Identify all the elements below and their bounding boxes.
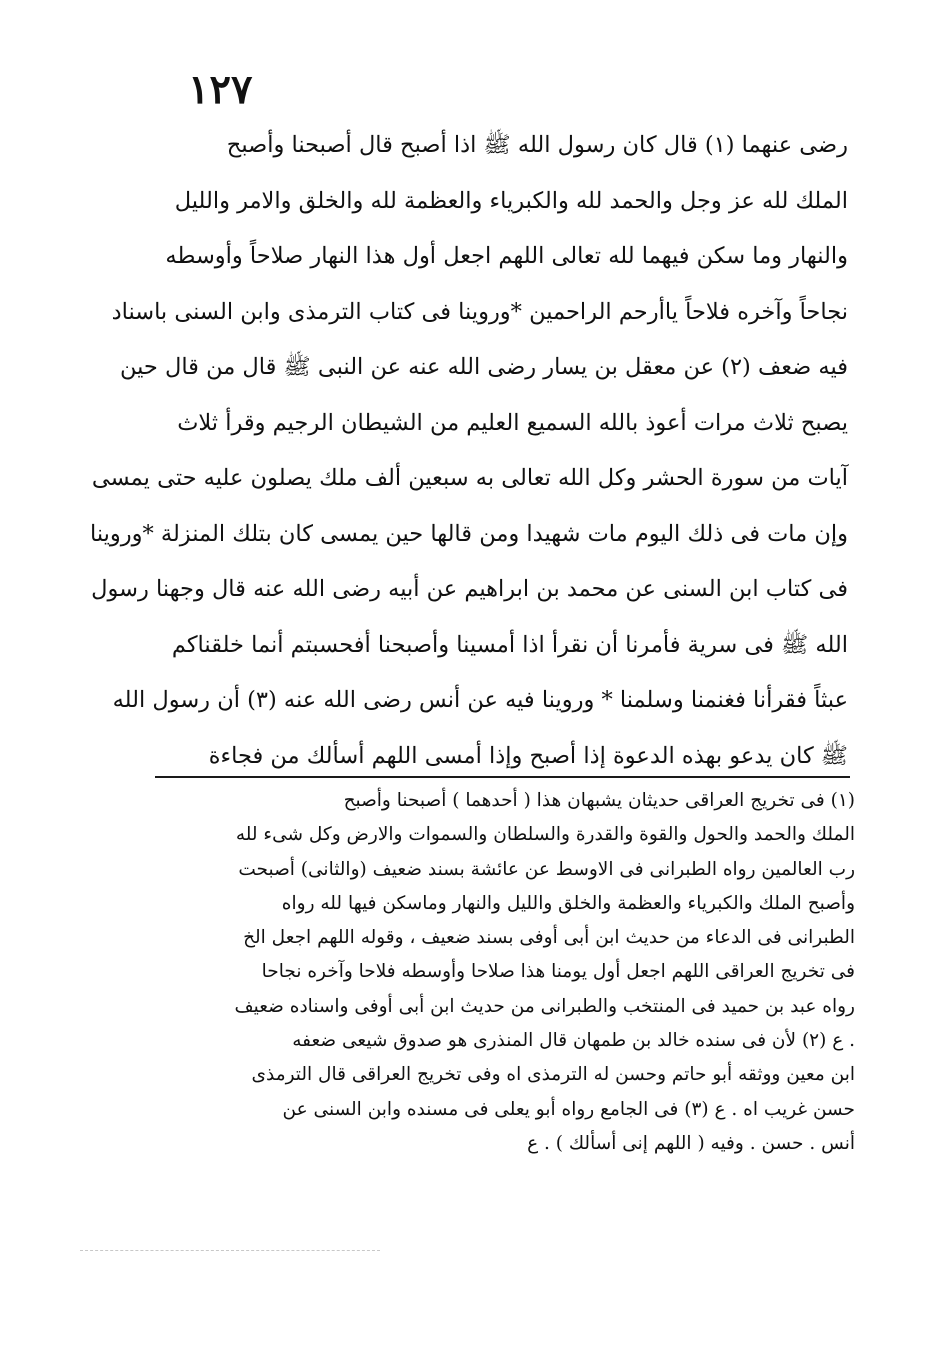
footnote-line: الطبرانى فى الدعاء من حديث ابن أبى أوفى بسند ضعيف ، وقوله اللهم اجعل الخ	[243, 927, 855, 949]
page-number: ١٢٧	[188, 66, 253, 113]
main-text-line: فيه ضعف (٢) عن معقل بن يسار رضى الله عنه عن النبى ﷺ قال من قال حين	[120, 354, 848, 380]
scan-artifact	[80, 1250, 380, 1251]
main-text-line: رضى عنهما (١) قال كان رسول الله ﷺ اذا أصبح قال أصبحنا وأصبح	[226, 132, 848, 158]
footnote-line: (١) فى تخريج العراقى حديثان يشبهان هذا ( أحدهما ) أصبحنا وأصبح	[343, 790, 855, 811]
footnote-line: الملك والحمد والحول والقوة والقدرة والسلطان والسموات والارض وكل شىء لله	[235, 824, 855, 846]
footnotes-block	[160, 784, 855, 1161]
main-text-line: عبثاً فقرأنا فغنمنا وسلمنا * وروينا فيه عن أنس رضى الله عنه (٣) أن رسول الله	[112, 687, 848, 713]
main-text-line: يصبح ثلاث مرات أعوذ بالله السميع العليم من الشيطان الرجيم وقرأ ثلاث	[177, 409, 848, 436]
footnote-line: رب العالمين رواه الطبرانى فى الاوسط عن عائشة بسند ضعيف (والثانى) أصبحت	[238, 858, 855, 880]
footnote-divider	[155, 776, 850, 778]
main-text-line: الملك لله عز وجل والحمد لله والكبرياء والعظمة لله والخلق والامر والليل	[174, 187, 848, 214]
main-text-line: وإن مات فى ذلك اليوم مات شهيدا ومن قالها حين يمسى كان بتلك المنزلة *وروينا	[89, 520, 848, 547]
footnote-line: فى تخريج العراقى اللهم اجعل أول يومنا هذا صلاحا وأوسطه فلاحا وآخره نجاحا	[261, 961, 855, 983]
footnote-line: حسن غريب اه . ع (٣) فى الجامع رواه أبو يعلى فى مسنده وابن السنى عن	[282, 1098, 855, 1120]
main-text-line: والنهار وما سكن فيهما لله تعالى اللهم اجعل أول هذا النهار صلاحاً وأوسطه	[165, 243, 848, 269]
main-text-line: ﷺ كان يدعو بهذه الدعوة إذا أصبح وإذا أمسى اللهم أسألك من فجاءة	[208, 742, 848, 769]
main-text-line: نجاحاً وآخره فلاحاً ياأرحم الراحمين *وروينا فى كتاب الترمذى وابن السنى باسناد	[111, 298, 848, 325]
main-text-line: الله ﷺ فى سرية فأمرنا أن نقرأ اذا أمسينا وأصبحنا أفحسبتم أنما خلقناكم	[171, 631, 848, 658]
footnote-line: ابن معين ووثقه أبو حاتم وحسن له الترمذى اه وفى تخريج العراقى قال الترمذى	[251, 1064, 855, 1086]
footnote-line: رواه عبد بن حميد فى المنتخب والطبرانى من حديث ابن أبى أوفى واسناده ضعيف	[234, 995, 855, 1017]
main-text-line: آيات من سورة الحشر وكل الله تعالى به سبعين ألف ملك يصلون عليه حتى يمسى	[91, 465, 848, 491]
main-text-block	[89, 118, 848, 784]
footnote-line: وأصبح الملك والكبرياء والعظمة والخلق والليل والنهار وماسكن فيها لله رواه	[281, 892, 855, 914]
footnote-line: . ع (٢) لأن فى سنده خالد بن طمهان قال المنذرى هو صدوق شيعى ضعفه	[292, 1030, 855, 1052]
footnote-line: أنس . حسن . وفيه ( اللهم إنى أسألك ) . ع	[527, 1132, 855, 1154]
main-text-line: فى كتاب ابن السنى عن محمد بن ابراهيم عن أبيه رضى الله عنه قال وجهنا رسول	[91, 576, 848, 602]
